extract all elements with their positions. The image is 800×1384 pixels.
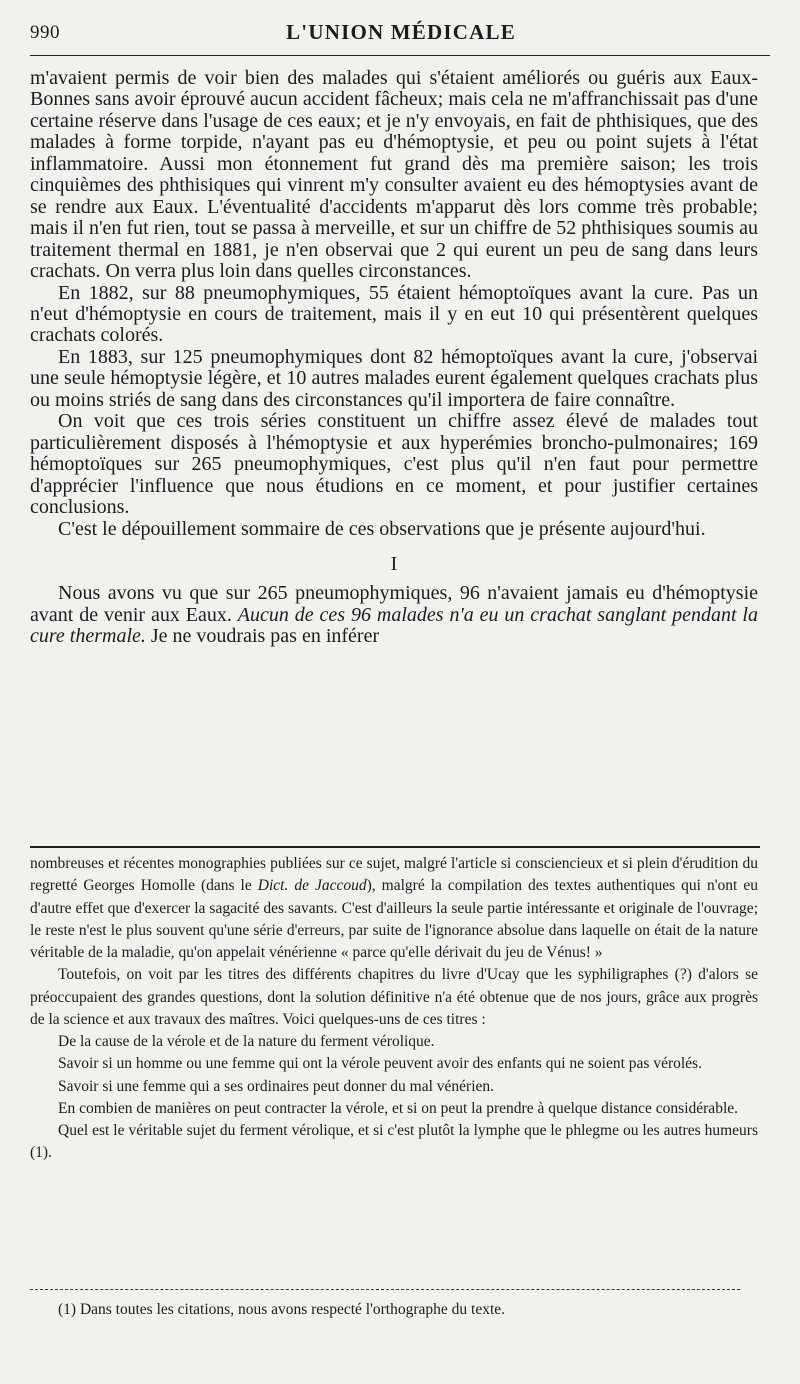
main-text (30, 68, 758, 648)
chapter-title-2: Savoir si un homme ou une femme qui ont la vérole peuvent avoir des enfants qui ne soient pas vérolés. (58, 1055, 702, 1073)
paragraph-6 (30, 583, 758, 647)
section-number: I (390, 552, 398, 575)
note-1-part-a: nombreuses et récentes monographies publiées sur ce sujet, malgré l'article si consciencieux et si plein d'érudition du regretté Georges Homolle (dans le (30, 855, 758, 895)
footnote-1: (1) Dans toutes les citations, nous avons respecté l'orthographe du texte. (58, 1301, 506, 1318)
paragraph-4: On voit que ces trois séries constituent un chiffre assez élevé de malades tout particulièrement disposés à l'hémoptysie et aux hyperémies broncho-pulmonaires; 169 hémoptoïques sur 265 pneumophymiques, c'est plus qu'il n'en faut pour permettre d'apprécier l'influence que nous étudions en ce moment, et pour justifier certaines conclusions. (30, 410, 758, 519)
note-paragraph-2: Toutefois, on voit par les titres des différents chapitres du livre d'Ucay que les syphiligraphes (?) d'alors se préoccupaient des grandes questions, dont la solution définitive n'a été obtenue que de nos jours, grâce aux progrès de la science et aux travaux des maîtres. Voici quelques-uns de ces titres : (30, 966, 758, 1028)
note-text (30, 853, 758, 1165)
header-rule (30, 55, 770, 56)
running-title: L'UNION MÉDICALE (286, 20, 516, 44)
chapter-title-5: Quel est le véritable sujet du ferment vérolique, et si c'est plutôt la lymphe que le phlegme ou les autres humeurs (1). (30, 1122, 758, 1162)
paragraph-6-italic: Aucun de ces 96 malades n'a eu un crachat sanglant pendant la cure thermale. (30, 603, 758, 648)
paragraph-2: En 1882, sur 88 pneumophymiques, 55 étaient hémoptoïques avant la cure. Pas un n'eut d'hémoptysie en cours de traitement, mais il y en eut 10 qui présentèrent quelques crachats colorés. (30, 281, 758, 347)
note-1-part-b: ), malgré la compilation des textes authentiques qui n'ont eu d'autre effet que d'exercer la sagacité des savants. C'est d'ailleurs la seule partie intéressante et originale de l'ouvrage; le reste n'est le plus souvent qu'une série d'erreurs, par suite de l'ignorance absolue dans laquelle on était de la nature véritable de la maladie, qu'on appelait vénérienne « parce qu'elle dérivait du jeu de Vénus! » (30, 877, 758, 961)
note-paragraph-1 (30, 853, 758, 964)
page-number: 990 (30, 22, 60, 43)
page-header (30, 18, 772, 48)
chapter-title-1: De la cause de la vérole et de la nature du ferment vérolique. (58, 1033, 435, 1050)
paragraph-1: m'avaient permis de voir bien des malades qui s'étaient améliorés ou guéris aux Eaux-Bonnes sans avoir éprouvé aucun accident fâcheux; mais cela ne m'affranchissait pas d'une certaine réserve dans l'usage de ces eaux; et je n'y envoyais, en fait de phthisiques, que des malades à forme torpide, n'ayant pas eu d'hémoptysie, et peu ou point sujets à l'état inflammatoire. Aussi mon étonnement fut grand dès ma première saison; les trois cinquièmes des phthisiques qui vinrent m'y consulter avaient eu des hémoptysies avant de se rendre aux Eaux. L'éventualité d'accidents m'apparut dès lors comme très probable; mais il n'en fut rien, tout se passa à merveille, et sur un chiffre de 52 phthisiques soumis au traitement thermal en 1881, je n'en observai que 2 qui eurent un peu de sang dans leurs crachats. On verra plus loin dans quelles circonstances. (30, 67, 758, 283)
paragraph-6-end: Je ne voudrais pas en inférer (150, 625, 380, 648)
paragraph-3: En 1883, sur 125 pneumophymiques dont 82 hémoptoïques avant la cure, j'observai une seule hémoptysie légère, et 10 autres malades eurent également quelques crachats plus ou moins striés de sang dans des circonstances qu'il importera de faire connaître. (30, 345, 758, 411)
note-1-dict-reference: Dict. de Jaccoud (257, 877, 367, 895)
paragraph-5: C'est le dépouillement sommaire de ces observations que je présente aujourd'hui. (58, 517, 706, 540)
notes-separator-rule (30, 846, 760, 848)
footnote-rule (30, 1289, 740, 1290)
paragraph-6-start: Nous avons vu que sur 265 pneumophymiques, 96 n'avaient jamais eu d'hémoptysie avant de venir aux Eaux. (30, 582, 758, 626)
chapter-title-3: Savoir si une femme qui a ses ordinaires peut donner du mal vénérien. (58, 1077, 495, 1095)
chapter-title-4: En combien de manières on peut contracter la vérole, et si on peut la prendre à quelque distance considérable. (58, 1099, 739, 1117)
